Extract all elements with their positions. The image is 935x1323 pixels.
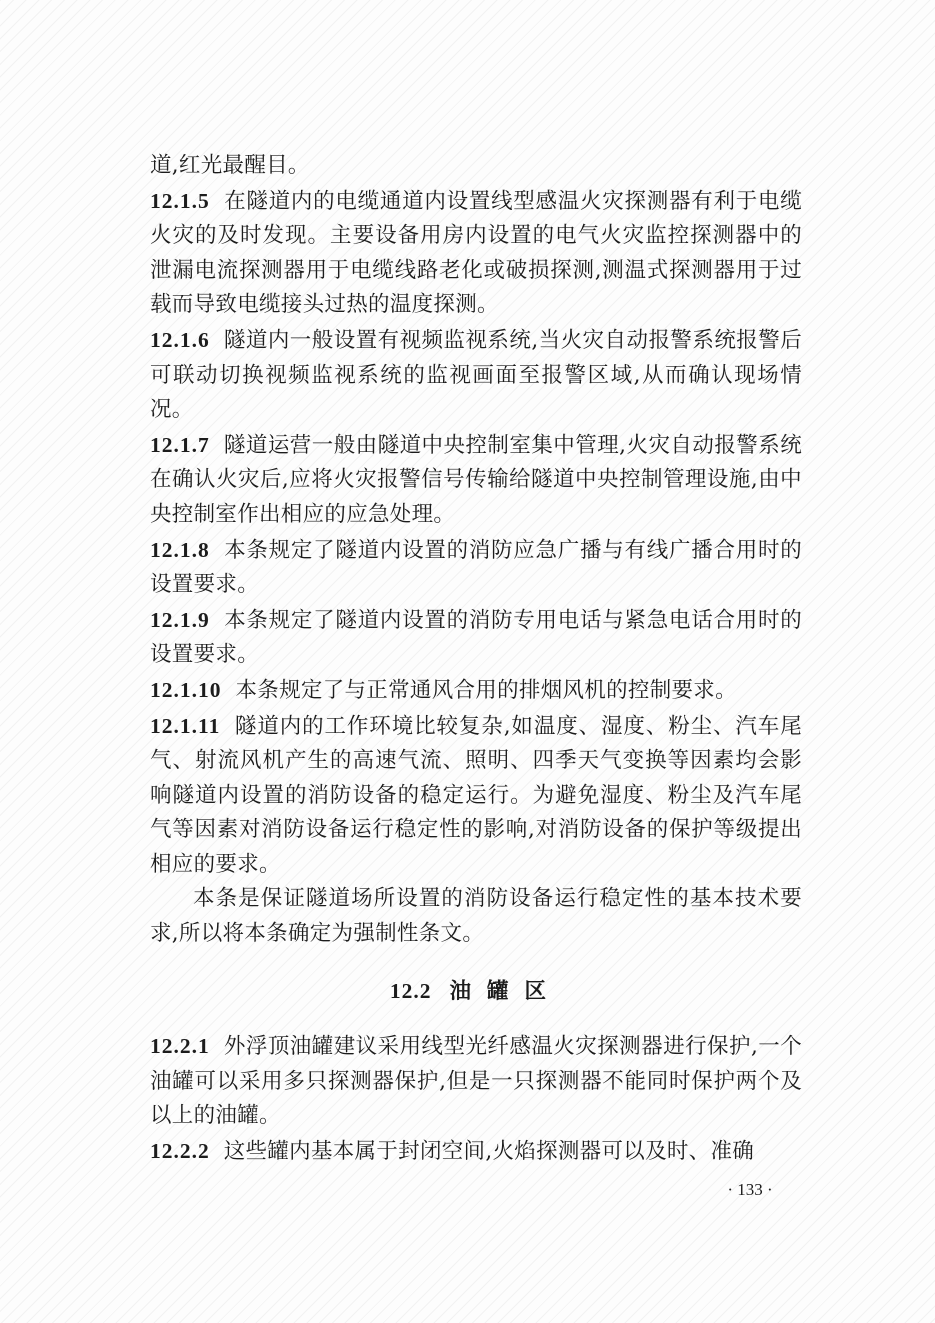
clause-12-2-1 <box>150 1029 802 1134</box>
clause-text: 外浮顶油罐建议采用线型光纤感温火灾探测器进行保护,一个油罐可以采用多只探测器保护,但是一只探测器不能同时保护两个及以上的油罐。 <box>150 1034 802 1129</box>
section-number: 12.2 <box>389 978 432 1003</box>
clause-12-1-5 <box>150 184 802 323</box>
clause-number: 12.1.10 <box>150 677 222 702</box>
clause-number: 12.1.7 <box>150 432 210 457</box>
clause-text: 隧道运营一般由隧道中央控制室集中管理,火灾自动报警系统在确认火灾后,应将火灾报警信号传输给隧道中央控制管理设施,由中央控制室作出相应的应急处理。 <box>150 432 802 527</box>
clause-12-1-11 <box>150 709 802 883</box>
clause-number: 12.1.5 <box>150 188 210 213</box>
section-title: 油罐区 <box>449 978 563 1004</box>
clause-12-1-7 <box>150 428 802 533</box>
clause-12-1-10 <box>150 673 802 709</box>
clause-text: 本条规定了隧道内设置的消防应急广播与有线广播合用时的设置要求。 <box>150 537 802 598</box>
clause-number: 12.2.1 <box>150 1034 210 1059</box>
clause-12-2-2 <box>150 1134 802 1170</box>
clause-12-1-6 <box>150 323 802 428</box>
clause-text: 隧道内的工作环境比较复杂,如温度、湿度、粉尘、汽车尾气、射流风机产生的高速气流、照明、四季天气变换等因素均会影响隧道内设置的消防设备的稳定运行。为避免湿度、粉尘及汽车尾气等因素对消防设备运行稳定性的影响,对消防设备的保护等级提出相应的要求。 <box>150 713 802 877</box>
clause-12-1-8 <box>150 533 802 603</box>
clause-text: 本条规定了与正常通风合用的排烟风机的控制要求。 <box>235 677 737 703</box>
page-content <box>150 149 802 1170</box>
clause-12-1-9 <box>150 603 802 673</box>
paragraph-continuation <box>150 149 802 184</box>
clause-text: 本条规定了隧道内设置的消防专用电话与紧急电话合用时的设置要求。 <box>150 607 802 668</box>
clause-number: 12.2.2 <box>150 1139 210 1164</box>
clause-text: 这些罐内基本属于封闭空间,火焰探测器可以及时、准确 <box>223 1139 755 1165</box>
paragraph-text: 道,红光最醒目。 <box>150 153 310 178</box>
clause-number: 12.1.11 <box>150 713 221 738</box>
clause-number: 12.1.9 <box>150 607 210 632</box>
clause-text: 在隧道内的电缆通道内设置线型感温火灾探测器有利于电缆火灾的及时发现。主要设备用房内设置的电气火灾监控探测器中的泄漏电流探测器用于电缆线路老化或破损探测,测温式探测器用于过载而导致电缆接头过热的温度探测。 <box>150 188 802 318</box>
indented-paragraph: 本条是保证隧道场所设置的消防设备运行稳定性的基本技术要求,所以将本条确定为强制性条文。 <box>150 886 802 947</box>
clause-number: 12.1.8 <box>150 537 210 562</box>
clause-number: 12.1.6 <box>150 327 210 352</box>
section-heading <box>150 974 802 1010</box>
page-number: · 133 · <box>727 1180 773 1199</box>
clause-text: 隧道内一般设置有视频监视系统,当火灾自动报警系统报警后可联动切换视频监视系统的监视画面至报警区域,从而确认现场情况。 <box>150 327 802 423</box>
